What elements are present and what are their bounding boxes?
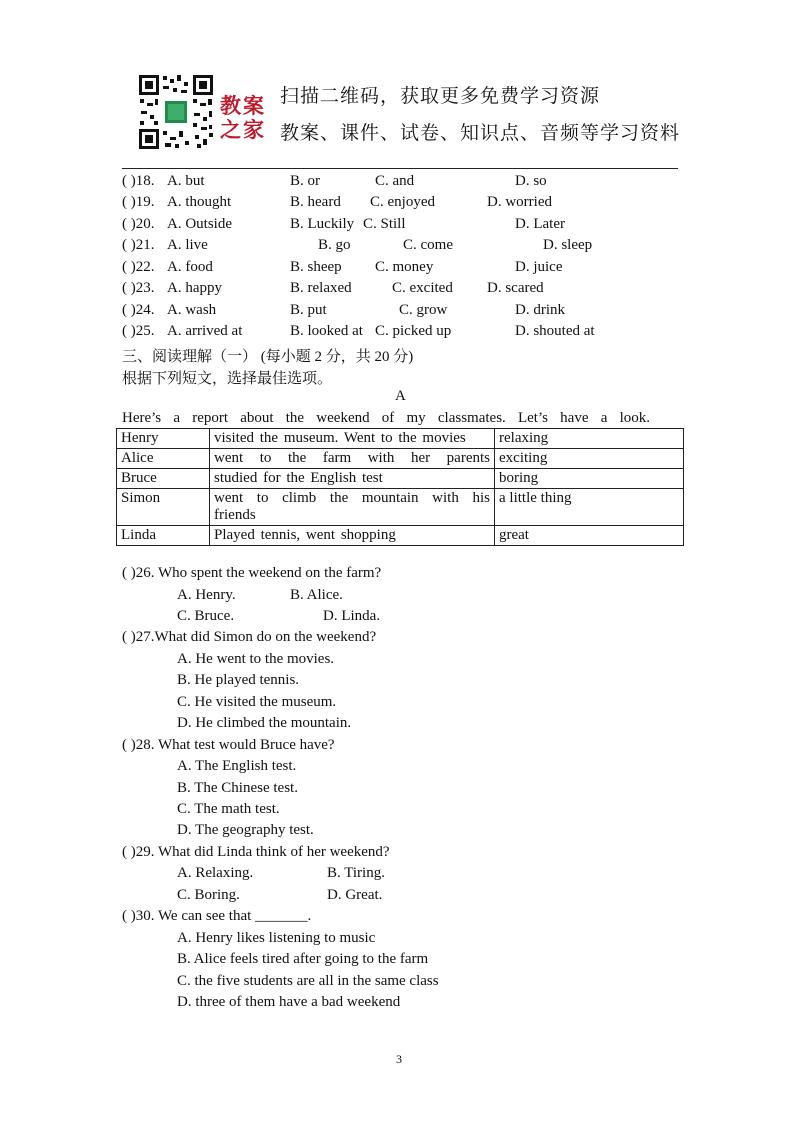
table-cell-name: Simon [117,489,210,526]
option-b: B. relaxed [290,280,352,296]
option-b: B. go [318,237,351,253]
option-c: C. Still [363,216,406,232]
option-a: A. happy [167,280,222,296]
option-a: A. arrived at [167,323,243,339]
question-stem: ( )29. What did Linda think of her weekend? [122,844,390,860]
option-a: A. but [167,173,205,189]
option-c: C. excited [392,280,453,296]
passage-intro: Here’s a report about the weekend of my classmates. Let’s have a look. [122,410,650,426]
question-number: ( )22. [122,259,155,275]
option-d: D. Linda. [323,608,381,624]
table-cell-feeling: relaxing [495,429,684,449]
table-cell-feeling: a little thing [495,489,684,526]
question-number: ( )24. [122,302,155,318]
option-b: B. The Chinese test. [177,780,298,796]
option-d: D. sleep [543,237,593,253]
option-b: B. or [290,173,320,189]
option-a: A. live [167,237,208,253]
question-number: ( )20. [122,216,155,232]
option-b: B. heard [290,194,341,210]
option-c: C. and [375,173,415,189]
option-d: D. three of them have a bad weekend [177,994,401,1010]
table-cell-name: Henry [117,429,210,449]
table-cell-activity: went to the farm with her parents [210,449,495,469]
option-c: C. money [375,259,434,275]
option-b: B. Alice feels tired after going to the farm [177,951,429,967]
option-b: B. He played tennis. [177,672,300,688]
option-a: A. The English test. [177,758,297,774]
report-table [116,428,684,546]
option-d: D. The geography test. [177,822,314,838]
header-divider [122,168,678,169]
qr-code-icon [137,73,215,151]
option-a: A. Henry. [177,587,236,603]
table-cell-name: Bruce [117,469,210,489]
option-d: D. Great. [327,887,383,903]
question-stem: ( )30. We can see that _______. [122,908,312,924]
section-title: 三、阅读理解（一） (每小题 2 分，共 20 分) [122,349,414,365]
option-b: B. put [290,302,327,318]
option-c: C. come [403,237,453,253]
option-a: A. He went to the movies. [177,651,335,667]
option-a: A. Outside [167,216,232,232]
option-c: C. the five students are all in the same class [177,973,439,989]
option-d: D. He climbed the mountain. [177,715,352,731]
question-number: ( )18. [122,173,155,189]
option-b: B. sheep [290,259,342,275]
option-d: D. shouted at [515,323,595,339]
page-number: 3 [396,1052,402,1066]
promo-line2: 教案、课件、试卷、知识点、音频等学习资料 [280,122,681,144]
option-c: C. grow [399,302,448,318]
option-c: C. enjoyed [370,194,435,210]
question-number: ( )21. [122,237,155,253]
option-a: A. Relaxing. [177,865,254,881]
table-cell-name: Alice [117,449,210,469]
option-b: B. Alice. [290,587,343,603]
option-c: C. Bruce. [177,608,235,624]
table-cell-feeling: boring [495,469,684,489]
option-b: B. Tiring. [327,865,385,881]
table-row [117,489,684,526]
option-c: C. Boring. [177,887,240,903]
option-b: B. looked at [290,323,363,339]
passage-label: A [395,388,406,404]
promo-line1: 扫描二维码，获取更多免费学习资源 [280,85,601,107]
table-cell-feeling: great [495,526,684,546]
table-row [117,526,684,546]
question-stem: ( )27.What did Simon do on the weekend? [122,629,377,645]
question-number: ( )25. [122,323,155,339]
option-d: D. scared [487,280,544,296]
table-row [117,429,684,449]
option-c: C. picked up [375,323,452,339]
option-a: A. thought [167,194,232,210]
table-row [117,449,684,469]
question-number: ( )19. [122,194,155,210]
brand-logo-line1: 教案 [220,94,266,118]
option-b: B. Luckily [290,216,355,232]
question-stem: ( )26. Who spent the weekend on the farm? [122,565,382,581]
table-cell-feeling: exciting [495,449,684,469]
table-row [117,469,684,489]
option-d: D. so [515,173,547,189]
option-d: D. drink [515,302,565,318]
option-d: D. juice [515,259,563,275]
option-d: D. Later [515,216,565,232]
option-c: C. He visited the museum. [177,694,337,710]
option-a: A. wash [167,302,217,318]
option-c: C. The math test. [177,801,280,817]
option-a: A. food [167,259,213,275]
table-cell-activity: studied for the English test [210,469,495,489]
option-d: D. worried [487,194,552,210]
brand-logo-line2: 之家 [220,118,266,142]
table-cell-name: Linda [117,526,210,546]
table-cell-activity: Played tennis, went shopping [210,526,495,546]
table-cell-activity: went to climb the mountain with his friends [210,489,495,526]
question-number: ( )23. [122,280,155,296]
instruction: 根据下列短文，选择最佳选项。 [122,371,333,387]
table-cell-activity: visited the museum. Went to the movies [210,429,495,449]
option-a: A. Henry likes listening to music [177,930,376,946]
question-stem: ( )28. What test would Bruce have? [122,737,335,753]
